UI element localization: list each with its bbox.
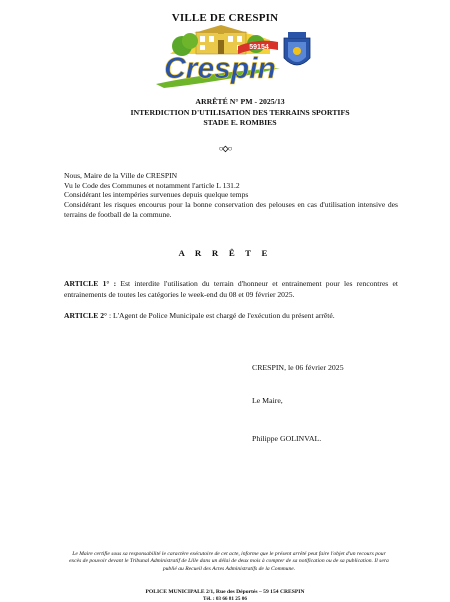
signature-name: Philippe GOLINVAL. <box>252 434 322 443</box>
footer-phone: Tél. : 03 66 81 25 06 <box>203 596 247 602</box>
footer-address: POLICE MUNICIPALE 2/1, Rue des Déportés – 59 154 CRESPIN <box>145 589 305 595</box>
logo-wordmark: Crespin <box>164 52 276 85</box>
crespin-town-logo <box>142 24 314 88</box>
legal-notice: Le Maire certifie sous sa responsabilité le caractère exécutoire de cet acte, informe que le présent arrêté peut faire l'objet d'un recours pour excès de pouvoir devant le Tribunal Administratif de Lille dans un délai de deux mois à compter de sa notification ou de sa publication. Il sera publié au Recueil des Actes Administratifs de la Commune. <box>69 551 389 572</box>
article-1-label: ARTICLE 1° : <box>64 279 117 288</box>
article-1 <box>64 278 398 300</box>
preamble <box>64 171 398 220</box>
signature-place-date: CRESPIN, le 06 février 2025 <box>252 363 344 372</box>
ornament-divider: ○◇○ <box>218 144 232 153</box>
decree-venue: STADE E. ROMBIES <box>203 118 277 128</box>
article-2-label: ARTICLE 2° <box>64 311 108 320</box>
decree-number: ARRÊTÉ N° PM - 2025/13 <box>195 97 285 106</box>
article-2 <box>64 310 398 321</box>
article-1-text: Est interdite l'utilisation du terrain d'honneur et entrainement pour les rencontres et entrainements de toutes les catégories le week-end du 08 et 09 février 2025. <box>64 279 398 299</box>
preamble-line: Nous, Maire de la Ville de CRESPIN <box>64 171 178 180</box>
decree-subject: INTERDICTION D'UTILISATION DES TERRAINS SPORTIFS <box>130 107 350 117</box>
postal-code: 59154 <box>249 44 269 51</box>
preamble-line: Considérant les intempéries survenues depuis quelque temps <box>64 190 249 200</box>
signature-role: Le Maire, <box>252 396 283 405</box>
decree-heading <box>70 97 410 129</box>
article-2-text: : L'Agent de Police Municipale est chargé de l'exécution du présent arrêté. <box>107 311 335 320</box>
preamble-line: Vu le Code des Communes et notamment l'article L 131.2 <box>64 180 240 190</box>
town-title: VILLE DE CRESPIN <box>171 12 279 24</box>
arrete-heading: A R R Ê T E <box>178 248 272 258</box>
town-crest-icon <box>284 32 310 65</box>
preamble-line: Considérant les risques encourus pour la bonne conservation des pelouses en cas d'utilisation intensive des terrains de football de la commune. <box>64 200 398 219</box>
